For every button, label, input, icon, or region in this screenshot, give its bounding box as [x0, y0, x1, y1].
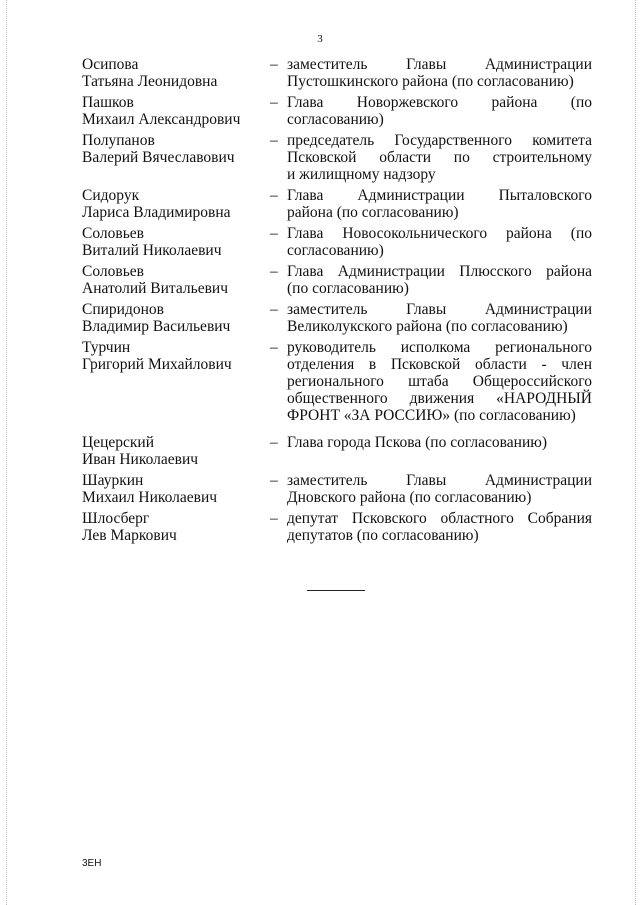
- surname: Пашков: [82, 94, 134, 111]
- position-line: (по согласованию): [287, 280, 409, 297]
- member-entry: [82, 56, 592, 90]
- surname: Соловьев: [82, 263, 144, 280]
- position-line: общественного движения «НАРОДНЫЙ: [287, 390, 592, 407]
- given-names: Татьяна Леонидовна: [82, 73, 218, 90]
- scan-edge-right: [635, 0, 636, 905]
- position-line: Глава Новоржевского района (по: [287, 94, 592, 111]
- dash: –: [270, 263, 278, 280]
- member-list: [82, 56, 592, 544]
- member-position: [287, 56, 592, 90]
- member-entry: [82, 301, 592, 335]
- position-line: согласованию): [287, 111, 384, 128]
- position-line: председатель Государственного комитета: [287, 132, 592, 149]
- position-line: Глава Администрации Пыталовского: [287, 187, 592, 204]
- member-position: [287, 301, 592, 335]
- member-entry: [82, 94, 592, 128]
- dash: –: [270, 301, 278, 318]
- surname: Спиридонов: [82, 301, 164, 318]
- surname: Шлосберг: [82, 510, 150, 527]
- member-position: [287, 339, 592, 424]
- surname: Шауркин: [82, 472, 144, 489]
- position-line: Глава Новосокольнического района (по: [287, 225, 592, 242]
- member-name: [82, 472, 270, 506]
- member-name: [82, 339, 270, 424]
- member-entry: [82, 187, 592, 221]
- member-entry: [82, 434, 592, 468]
- member-name: [82, 510, 270, 544]
- position-line: Глава Администрации Плюсского района: [287, 263, 592, 280]
- member-entry: [82, 472, 592, 506]
- member-entry: [82, 510, 592, 544]
- member-position: [287, 434, 592, 468]
- dash: –: [270, 472, 278, 489]
- dash: –: [270, 339, 278, 356]
- member-name: [82, 225, 270, 259]
- member-name: [82, 94, 270, 128]
- position-line: руководитель исполкома регионального: [287, 339, 592, 356]
- member-position: [287, 187, 592, 221]
- position-line: заместитель Главы Администрации: [287, 56, 592, 73]
- position-line: заместитель Главы Администрации: [287, 472, 592, 489]
- member-position: [287, 263, 592, 297]
- position-line: согласованию): [287, 242, 384, 259]
- given-names: Владимир Васильевич: [82, 318, 231, 335]
- member-name: [82, 301, 270, 335]
- member-position: [287, 472, 592, 506]
- surname: Турчин: [82, 339, 131, 356]
- dash: –: [270, 56, 278, 73]
- dash: –: [270, 187, 278, 204]
- page-number: 3: [317, 33, 323, 45]
- member-position: [287, 510, 592, 544]
- member-name: [82, 132, 270, 183]
- position-line: регионального штаба Общероссийского: [287, 373, 592, 390]
- dash: –: [270, 434, 278, 451]
- given-names: Иван Николаевич: [82, 451, 199, 468]
- given-names: Михаил Николаевич: [82, 489, 218, 506]
- member-entry: [82, 263, 592, 297]
- position-line: Пустошкинского района (по согласованию): [287, 73, 574, 90]
- member-name: [82, 187, 270, 221]
- member-name: [82, 56, 270, 90]
- member-entry: [82, 132, 592, 183]
- position-line: района (по согласованию): [287, 204, 459, 221]
- position-line: депутат Псковского областного Собрания: [287, 510, 592, 527]
- member-entry: [82, 225, 592, 259]
- position-line: Дновского района (по согласованию): [287, 489, 532, 506]
- position-line: Великолукского района (по согласованию): [287, 318, 568, 335]
- position-line: Псковской области по строительному: [287, 149, 592, 166]
- member-position: [287, 132, 592, 183]
- member-position: [287, 94, 592, 128]
- given-names: Михаил Александрович: [82, 111, 241, 128]
- position-line: Глава города Пскова (по согласованию): [287, 434, 547, 451]
- member-name: [82, 434, 270, 468]
- closing-divider: [307, 590, 365, 591]
- given-names: Григорий Михайлович: [82, 356, 232, 373]
- surname: Осипова: [82, 56, 139, 73]
- given-names: Валерий Вячеславович: [82, 149, 235, 166]
- dash: –: [270, 94, 278, 111]
- member-position: [287, 225, 592, 259]
- position-line: депутатов (по согласованию): [287, 527, 479, 544]
- member-name: [82, 263, 270, 297]
- surname: Цецерский: [82, 434, 154, 451]
- dash: –: [270, 225, 278, 242]
- position-line: отделения в Псковской области - член: [287, 356, 592, 373]
- surname: Соловьев: [82, 225, 144, 242]
- surname: Полупанов: [82, 132, 155, 149]
- footer-code: 3ЕН: [82, 858, 102, 869]
- given-names: Лев Маркович: [82, 527, 177, 544]
- position-line: ФРОНТ «ЗА РОССИЮ» (по согласованию): [287, 407, 576, 424]
- position-line: и жилищному надзору: [287, 166, 436, 183]
- given-names: Анатолий Витальевич: [82, 280, 228, 297]
- given-names: Лариса Владимировна: [82, 204, 231, 221]
- scan-edge-left: [6, 0, 7, 905]
- surname: Сидорук: [82, 187, 140, 204]
- dash: –: [270, 510, 278, 527]
- dash: –: [270, 132, 278, 149]
- member-entry: [82, 339, 592, 424]
- position-line: заместитель Главы Администрации: [287, 301, 592, 318]
- given-names: Виталий Николаевич: [82, 242, 222, 259]
